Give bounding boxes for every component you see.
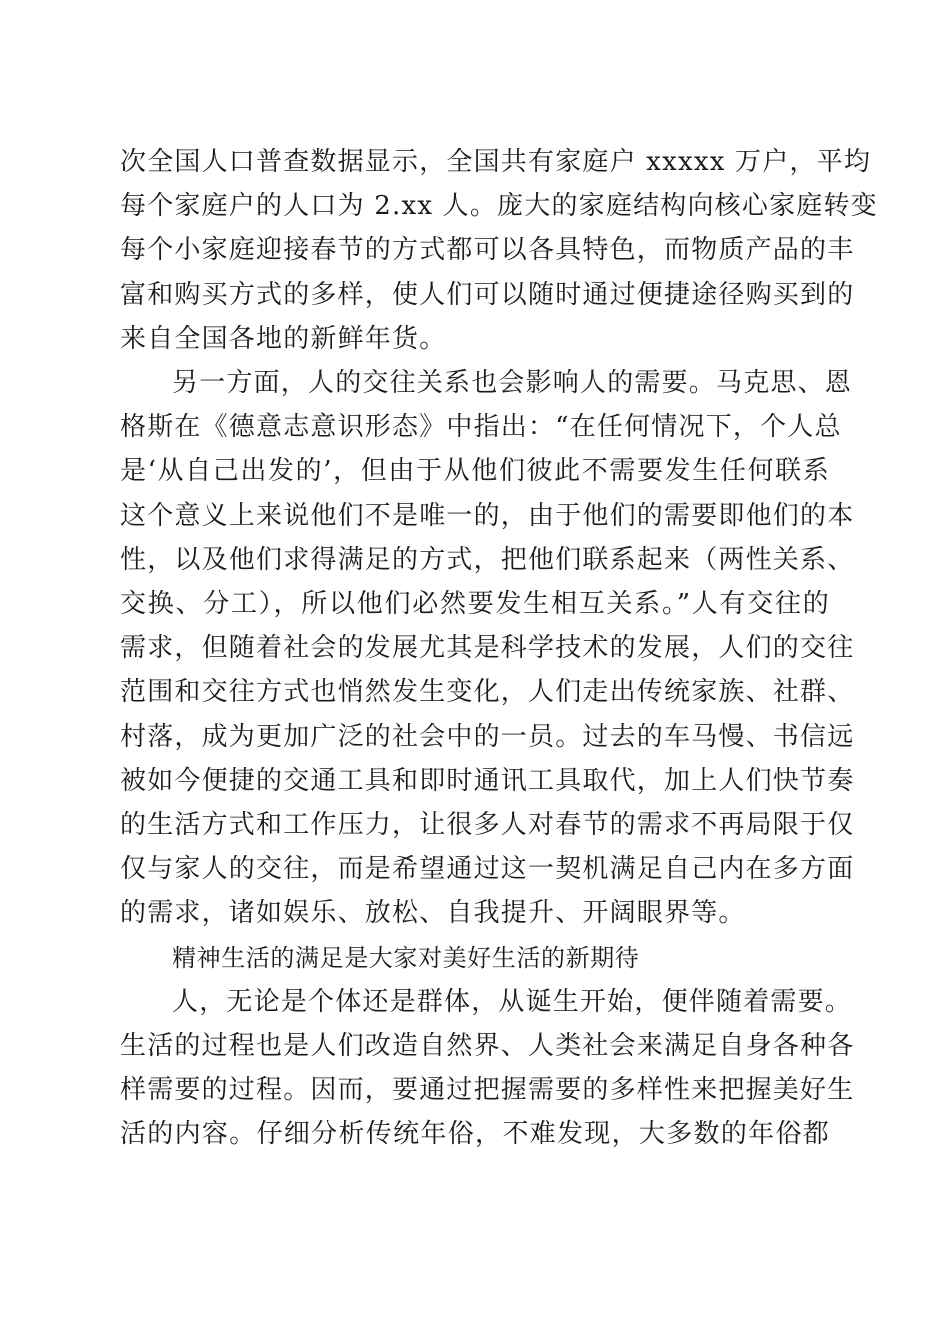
text-line: 被如今便捷的交通工具和即时通讯工具取代，加上人们快节奏: [120, 765, 855, 796]
text-line: 是‘从自己出发的’，但由于从他们彼此不需要发生任何联系: [120, 456, 830, 487]
text-line: 样需要的过程。因而，要通过把握需要的多样性来把握美好生: [120, 1075, 855, 1106]
text-line: 另一方面，人的交往关系也会影响人的需要。马克思、恩: [172, 368, 853, 399]
section-heading: [120, 936, 830, 980]
text-line: 性，以及他们求得满足的方式，把他们联系起来（两性关系、: [120, 544, 855, 575]
paragraph-social-relations: [120, 361, 855, 936]
text-line: 范围和交往方式也悄然发生变化，人们走出传统家族、社群、: [120, 677, 855, 708]
heading-text: 精神生活的满足是大家对美好生活的新期待: [172, 943, 640, 972]
text-line: 这个意义上来说他们不是唯一的，由于他们的需要即他们的本: [120, 500, 855, 531]
paragraph-population: [120, 140, 878, 361]
text-line: 次全国人口普查数据显示，全国共有家庭户 xxxxx 万户，平均: [120, 147, 872, 177]
text-line: 人，无论是个体还是群体，从诞生开始，便伴随着需要。: [172, 986, 853, 1017]
text-line: 的需求，诸如娱乐、放松、自我提升、开阔眼界等。: [120, 898, 746, 929]
document-page: [120, 140, 878, 1157]
text-line: 村落，成为更加广泛的社会中的一员。过去的车马慢、书信远: [120, 721, 855, 752]
text-line: 需求，但随着社会的发展尤其是科学技术的发展，人们的交往: [120, 633, 855, 664]
text-line: 活的内容。仔细分析传统年俗，不难发现，大多数的年俗都: [120, 1119, 830, 1150]
text-line: 的生活方式和工作压力，让很多人对春节的需求不再局限于仅: [120, 810, 855, 841]
paragraph-needs: [120, 980, 855, 1157]
text-line: 每个小家庭迎接春节的方式都可以各具特色，而物质产品的丰: [120, 235, 855, 266]
text-line: 生活的过程也是人们改造自然界、人类社会来满足自身各种各: [120, 1031, 855, 1062]
text-line: 富和购买方式的多样，使人们可以随时通过便捷途径购买到的: [120, 279, 855, 310]
text-line: 来自全国各地的新鲜年货。: [120, 323, 447, 354]
text-line: 格斯在《德意志意识形态》中指出：“在任何情况下，个人总: [120, 412, 842, 443]
text-line: 每个家庭户的人口为 2.xx 人。庞大的家庭结构向核心家庭转变: [120, 191, 878, 222]
text-line: 交换、分工），所以他们必然要发生相互关系。”人有交往的: [120, 589, 830, 620]
text-line: 仅与家人的交往，而是希望通过这一契机满足自己内在多方面: [120, 854, 855, 885]
